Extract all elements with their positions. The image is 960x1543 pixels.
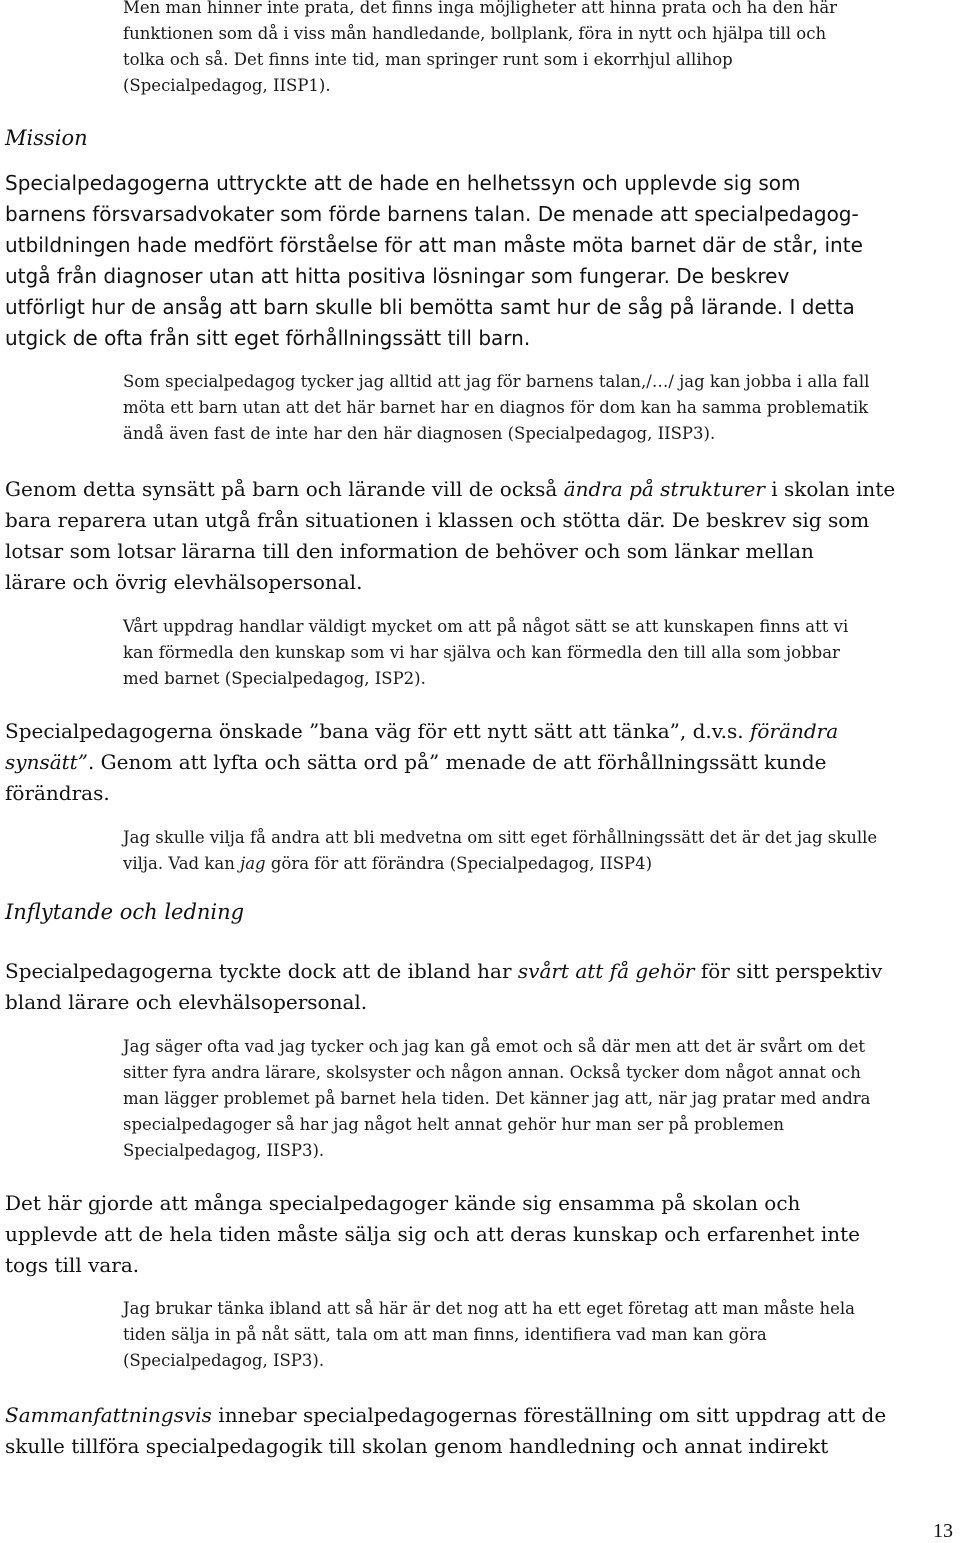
block-quote-3 xyxy=(123,614,848,692)
text-run: Specialpedagogerna tyckte dock att de ibland har xyxy=(5,959,518,983)
quote-line: kan förmedla den kunskap som vi har själva och kan förmedla den till alla som jobbar xyxy=(123,643,840,662)
quote-line: ändå även fast de inte har den här diagnosen (Specialpedagog, IISP3). xyxy=(123,424,716,443)
paragraph-line: utförligt hur de ansåg att barn skulle bli bemötta samt hur de såg på lärande. I detta xyxy=(5,295,855,319)
quote-line: tiden sälja in på nåt sätt, tala om att man finns, identifiera vad man kan göra xyxy=(123,1325,767,1344)
paragraph-line: upplevde att de hela tiden måste sälja sig och att deras kunskap och erfarenhet inte xyxy=(5,1222,861,1246)
paragraph-line: Det här gjorde att många specialpedagoger kände sig ensamma på skolan och xyxy=(5,1191,801,1215)
paragraph-2 xyxy=(5,474,895,598)
text-run: . Genom att lyfta och sätta ord på” menade de att förhållningssätt kunde xyxy=(87,750,827,774)
block-quote-2 xyxy=(123,369,869,447)
paragraph-line: barnens försvarsadvokater som förde barnens talan. De menade att specialpedagog- xyxy=(5,202,859,226)
emphasis-text: förändra xyxy=(750,719,839,743)
quote-line: (Specialpedagog, IISP1). xyxy=(123,76,331,95)
quote-line: Som specialpedagog tycker jag alltid att jag för barnens talan,/…/ jag kan jobba i alla fall xyxy=(123,372,870,391)
block-quote-6 xyxy=(123,1296,855,1374)
text-run: göra för att förändra (Specialpedagog, IISP4) xyxy=(265,854,653,873)
quote-line: man lägger problemet på barnet hela tiden. Det känner jag att, när jag pratar med andra xyxy=(123,1089,871,1108)
quote-line: (Specialpedagog, ISP3). xyxy=(123,1351,325,1370)
paragraph-line: bland lärare och elevhälsopersonal. xyxy=(5,990,368,1014)
quote-line: möta ett barn utan att det här barnet har en diagnos för dom kan ha samma problematik xyxy=(123,398,869,417)
quote-line xyxy=(123,851,877,877)
quote-line: med barnet (Specialpedagog, ISP2). xyxy=(123,669,426,688)
quote-line: Vårt uppdrag handlar väldigt mycket om att på något sätt se att kunskapen finns att vi xyxy=(123,617,849,636)
paragraph-line: utbildningen hade medfört förståelse för att man måste möta barnet där de står, inte xyxy=(5,233,863,257)
paragraph-1 xyxy=(5,168,863,354)
emphasis-text: ändra på strukturer xyxy=(563,477,765,501)
paragraph-6 xyxy=(5,1400,886,1462)
quote-line: Jag skulle vilja få andra att bli medvetna om sitt eget förhållningssätt det är det jag skulle xyxy=(123,828,878,847)
paragraph-line xyxy=(5,716,838,747)
emphasis-text: synsätt” xyxy=(5,750,88,774)
text-run: Specialpedagogerna önskade ”bana väg för ett nytt sätt att tänka”, d.v.s. xyxy=(5,719,751,743)
emphasis-text: Sammanfattningsvis xyxy=(5,1403,212,1427)
paragraph-3 xyxy=(5,716,838,809)
text-run: vilja. Vad kan xyxy=(123,854,241,873)
paragraph-line xyxy=(5,956,882,987)
paragraph-line: bara reparera utan utgå från situationen i klassen och stötta där. De beskrev sig som xyxy=(5,508,870,532)
quote-line: Specialpedagog, IISP3). xyxy=(123,1141,325,1160)
paragraph-line: utgå från diagnoser utan att hitta positiva lösningar som fungerar. De beskrev xyxy=(5,264,790,288)
quote-line: sitter fyra andra lärare, skolsyster och någon annan. Också tycker dom något annat och xyxy=(123,1063,861,1082)
text-run: i skolan inte xyxy=(764,477,896,501)
quote-line: Men man hinner inte prata, det finns inga möjligheter att hinna prata och ha den här xyxy=(123,0,838,17)
paragraph-line: Specialpedagogerna uttryckte att de hade en helhetssyn och upplevde sig som xyxy=(5,171,801,195)
block-quote-5 xyxy=(123,1034,870,1164)
quote-line: funktionen som då i viss mån handledande, bollplank, föra in nytt och hjälpa till och xyxy=(123,24,827,43)
paragraph-line xyxy=(5,474,895,505)
paragraph-line: skulle tillföra specialpedagogik till skolan genom handledning och annat indirekt xyxy=(5,1434,829,1458)
paragraph-line: lärare och övrig elevhälsopersonal. xyxy=(5,570,363,594)
emphasis-text: svårt att få gehör xyxy=(517,959,695,983)
paragraph-line: förändras. xyxy=(5,781,110,805)
paragraph-line: lotsar som lotsar lärarna till den information de behöver och som länkar mellan xyxy=(5,539,814,563)
paragraph-line xyxy=(5,1400,886,1431)
quote-line: Jag säger ofta vad jag tycker och jag kan gå emot och så där men att det är svårt om det xyxy=(123,1037,866,1056)
emphasis-text: jag xyxy=(240,854,266,873)
paragraph-line xyxy=(5,747,838,778)
quote-line: tolka och så. Det finns inte tid, man springer runt som i ekorrhjul allihop xyxy=(123,50,733,69)
text-run: innebar specialpedagogernas föreställning om sitt uppdrag att de xyxy=(211,1403,887,1427)
quote-line: Jag brukar tänka ibland att så här är det nog att ha ett eget företag att man måste hela xyxy=(123,1299,855,1318)
page-number: 13 xyxy=(933,1520,953,1542)
text-run: Genom detta synsätt på barn och lärande vill de också xyxy=(5,477,564,501)
section-heading-inflytande: Inflytande och ledning xyxy=(5,900,245,924)
paragraph-line: utgick de ofta från sitt eget förhållningssätt till barn. xyxy=(5,326,531,350)
block-quote-4 xyxy=(123,825,877,877)
paragraph-line: togs till vara. xyxy=(5,1253,140,1277)
text-run: för sitt perspektiv xyxy=(694,959,883,983)
paragraph-4 xyxy=(5,956,882,1018)
block-quote-top xyxy=(123,0,837,99)
quote-line: specialpedagoger så har jag något helt annat gehör hur man ser på problemen xyxy=(123,1115,784,1134)
paragraph-5 xyxy=(5,1188,860,1281)
section-heading-mission: Mission xyxy=(5,126,88,150)
